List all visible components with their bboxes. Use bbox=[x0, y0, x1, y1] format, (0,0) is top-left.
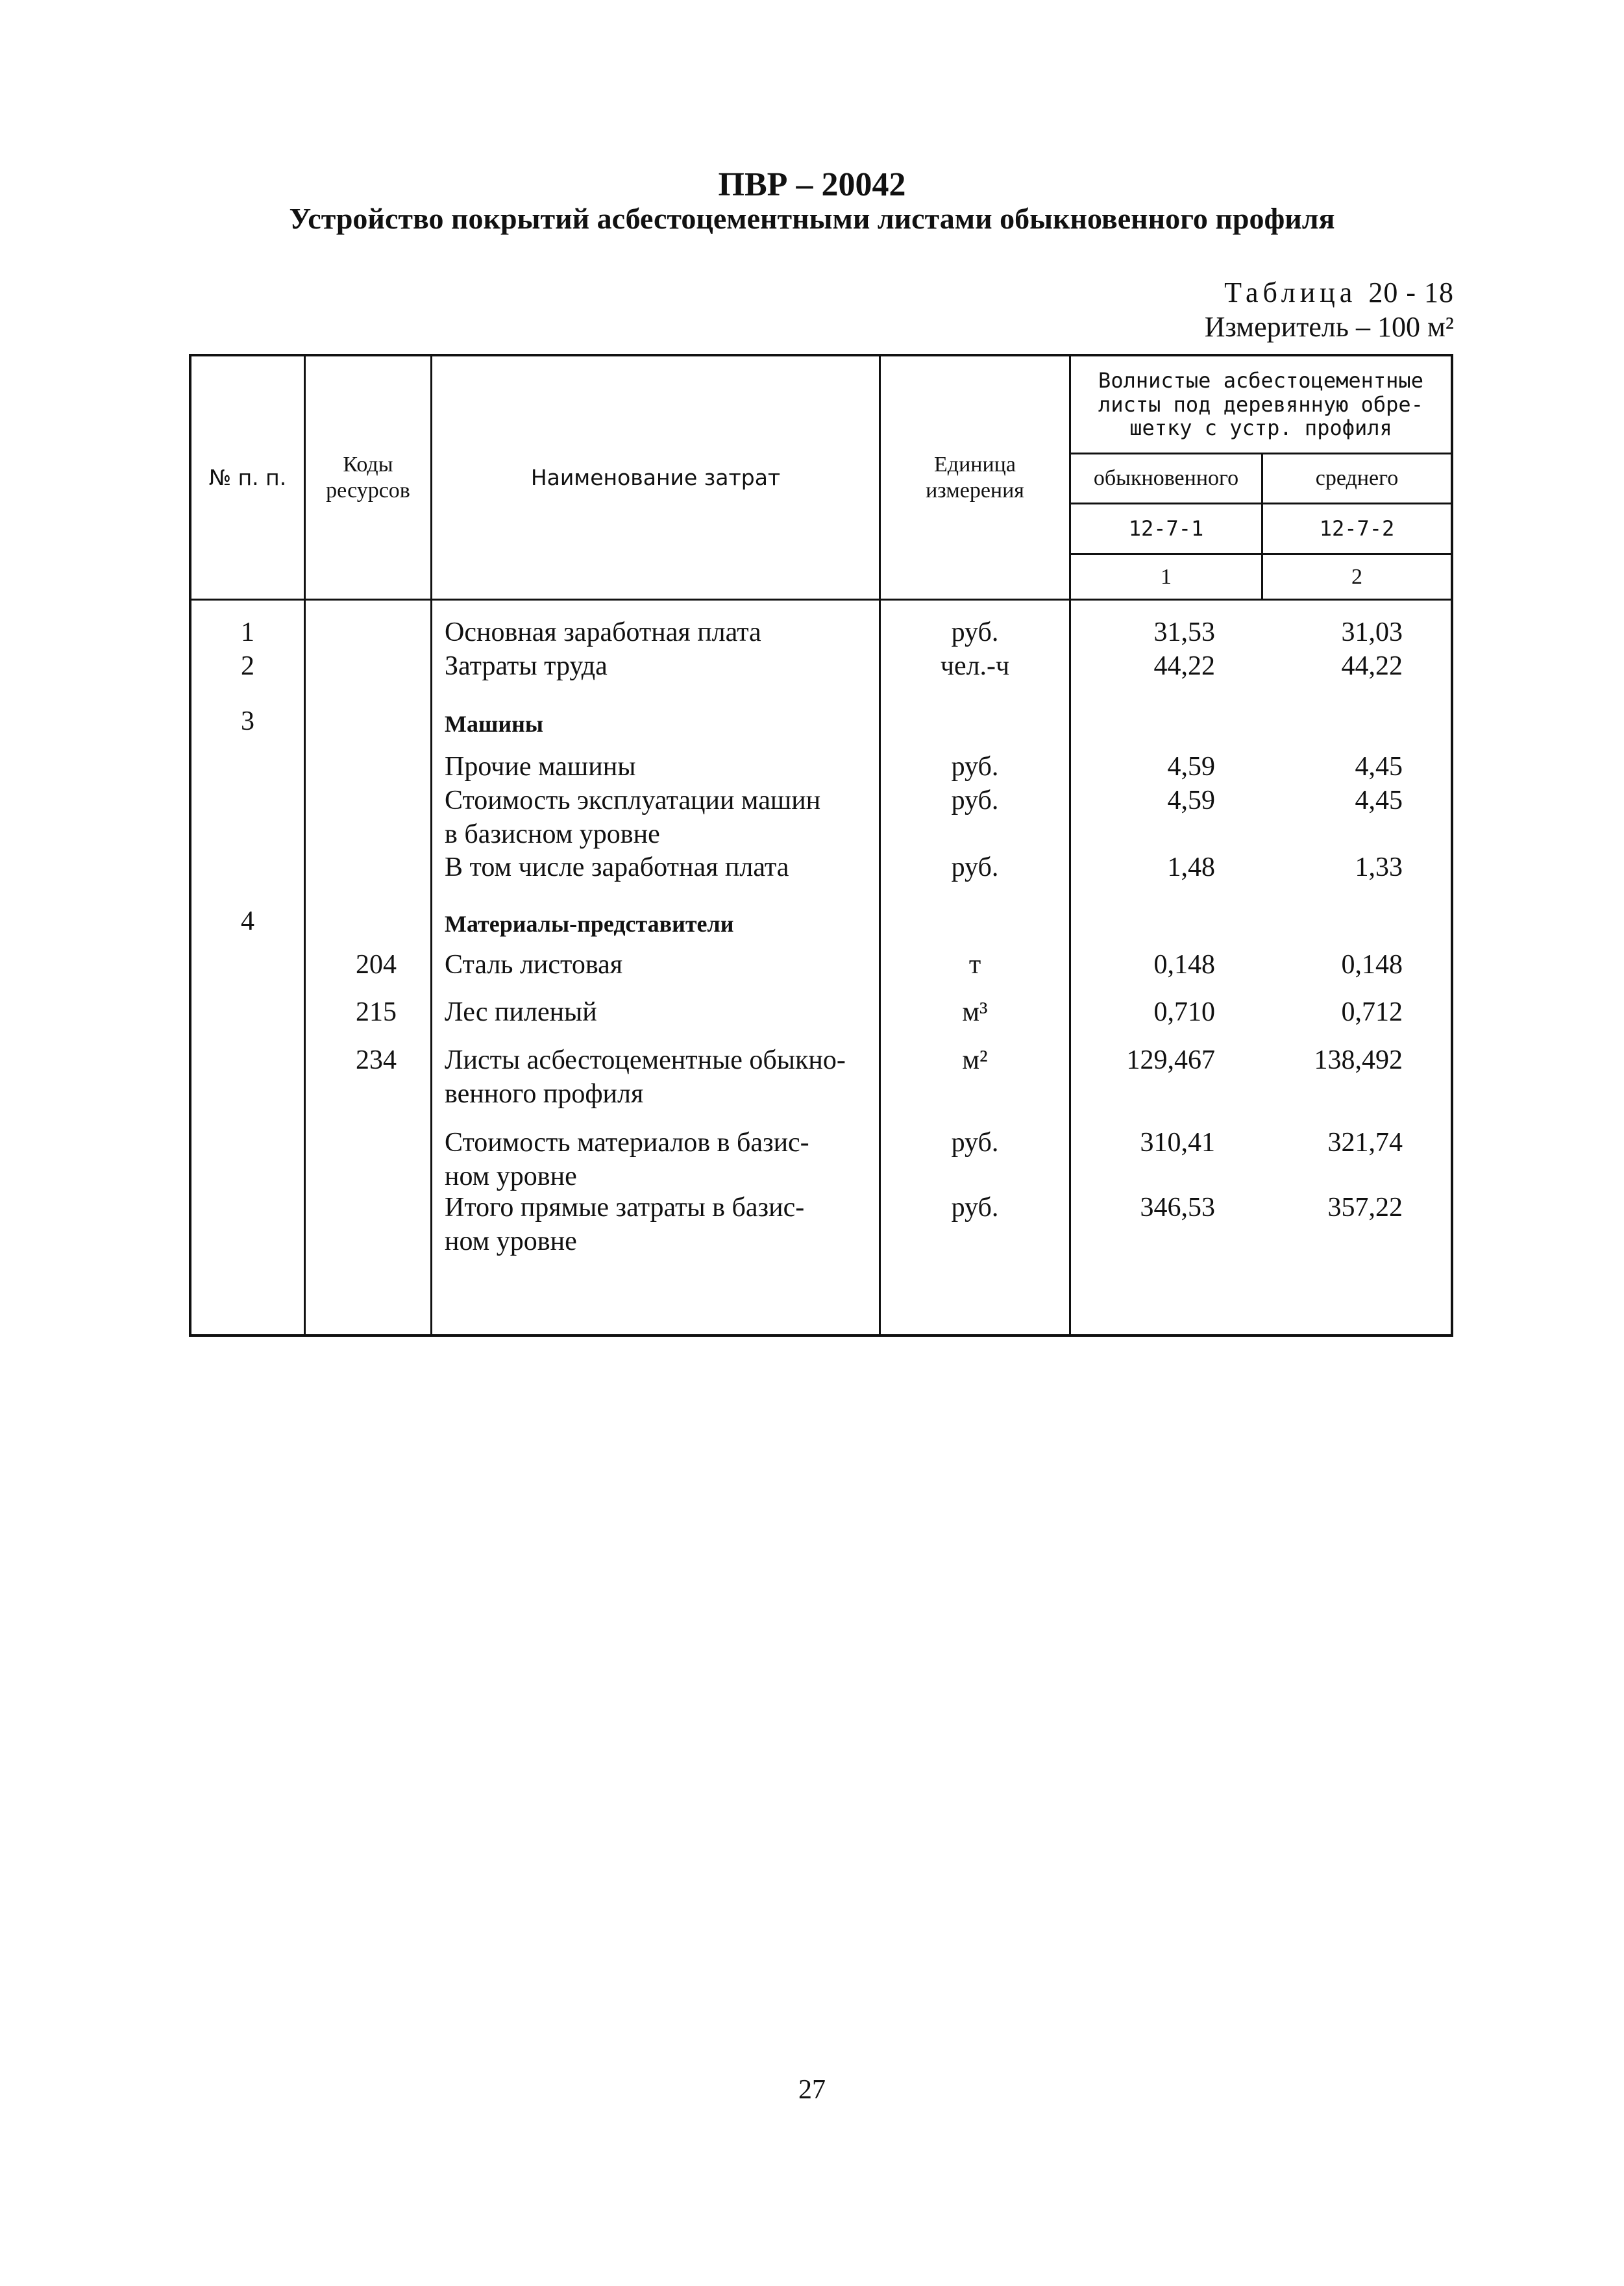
value-ordinary: 310,41 bbox=[1140, 1128, 1215, 1158]
cost-name: Прочие машины bbox=[445, 752, 636, 782]
value-medium: 4,45 bbox=[1355, 752, 1403, 782]
unit-of-measure: руб. bbox=[951, 752, 999, 782]
cost-name: В том числе заработная плата bbox=[445, 852, 789, 882]
unit-of-measure: м² bbox=[962, 1045, 988, 1075]
value-medium: 4,45 bbox=[1355, 786, 1403, 815]
col-header-idx1: 1 bbox=[1161, 564, 1172, 589]
cost-name: Стоимость эксплуатации машин bbox=[445, 786, 821, 815]
unit-of-measure: чел.-ч bbox=[940, 651, 1010, 681]
hdr-bottom-line bbox=[189, 599, 1453, 601]
col-header-idx2: 2 bbox=[1351, 564, 1362, 589]
table-label-word: Таблица bbox=[1224, 277, 1357, 308]
row-number: 4 bbox=[241, 906, 254, 936]
col-header-code1: 12-7-1 bbox=[1128, 516, 1204, 541]
cost-name: в базисном уровне bbox=[445, 819, 660, 849]
value-medium: 44,22 bbox=[1341, 651, 1403, 681]
value-medium: 357,22 bbox=[1327, 1193, 1403, 1223]
value-medium: 0,148 bbox=[1341, 950, 1403, 980]
value-ordinary: 31,53 bbox=[1153, 617, 1215, 647]
row-number: 1 bbox=[241, 617, 254, 647]
col-header-sub1: обыкновенного bbox=[1093, 466, 1239, 491]
page-number: 27 bbox=[798, 2075, 826, 2105]
unit-of-measure: руб. bbox=[951, 1128, 999, 1158]
cost-name: Листы асбестоцементные обыкно- bbox=[445, 1045, 846, 1075]
value-ordinary: 346,53 bbox=[1140, 1193, 1215, 1223]
cost-name: ном уровне bbox=[445, 1162, 577, 1191]
value-medium: 31,03 bbox=[1341, 617, 1403, 647]
value-ordinary: 129,467 bbox=[1126, 1045, 1215, 1075]
resource-code: 204 bbox=[356, 950, 397, 980]
value-medium: 321,74 bbox=[1327, 1128, 1403, 1158]
row-number: 2 bbox=[241, 651, 254, 681]
col-header-code2: 12-7-2 bbox=[1319, 516, 1395, 541]
row-number: 3 bbox=[241, 706, 254, 736]
cost-name: Материалы-представители bbox=[445, 911, 734, 937]
cost-name: Лес пиленый bbox=[445, 997, 597, 1027]
cost-name: Затраты труда bbox=[445, 651, 608, 681]
resource-code: 215 bbox=[356, 997, 397, 1027]
col-header-name: Наименование затрат bbox=[530, 464, 781, 490]
cost-name: ном уровне bbox=[445, 1226, 577, 1256]
col-header-group: Волнистые асбестоцементные листы под деревянную обре- шетку с устр. профиля bbox=[1098, 367, 1423, 441]
value-ordinary: 44,22 bbox=[1153, 651, 1215, 681]
value-ordinary: 1,48 bbox=[1167, 852, 1215, 882]
unit-of-measure: руб. bbox=[951, 1193, 999, 1223]
col-header-sub2: среднего bbox=[1315, 466, 1399, 491]
document-code: ПВР – 20042 bbox=[718, 166, 906, 203]
table-border-bottom bbox=[189, 1334, 1453, 1337]
measure-unit: Измеритель – 100 м² bbox=[1204, 311, 1454, 343]
value-medium: 1,33 bbox=[1355, 852, 1403, 882]
value-ordinary: 4,59 bbox=[1167, 786, 1215, 815]
value-ordinary: 0,710 bbox=[1153, 997, 1215, 1027]
value-ordinary: 4,59 bbox=[1167, 752, 1215, 782]
cost-name: Стоимость материалов в базис- bbox=[445, 1128, 809, 1158]
unit-of-measure: м³ bbox=[962, 997, 988, 1027]
table-number: 20 - 18 bbox=[1368, 277, 1454, 308]
col-header-unit: Единица измерения bbox=[926, 453, 1024, 503]
cost-name: Итого прямые затраты в базис- bbox=[445, 1193, 805, 1223]
cost-name: Сталь листовая bbox=[445, 950, 623, 980]
col-header-number: № п. п. bbox=[208, 464, 287, 490]
document-subtitle: Устройство покрытий асбестоцементными листами обыкновенного профиля bbox=[289, 202, 1335, 235]
cost-name: Машины bbox=[445, 711, 543, 737]
col-header-codes: Коды ресурсов bbox=[326, 453, 410, 503]
unit-of-measure: руб. bbox=[951, 617, 999, 647]
value-medium: 138,492 bbox=[1314, 1045, 1403, 1075]
resource-code: 234 bbox=[356, 1045, 397, 1075]
unit-of-measure: руб. bbox=[951, 852, 999, 882]
value-ordinary: 0,148 bbox=[1153, 950, 1215, 980]
table-label bbox=[1224, 276, 1454, 309]
value-medium: 0,712 bbox=[1341, 997, 1403, 1027]
unit-of-measure: т bbox=[968, 950, 981, 980]
table-border-right bbox=[1451, 354, 1453, 1337]
cost-name: Основная заработная плата bbox=[445, 617, 761, 647]
unit-of-measure: руб. bbox=[951, 786, 999, 815]
cost-name: венного профиля bbox=[445, 1079, 644, 1109]
